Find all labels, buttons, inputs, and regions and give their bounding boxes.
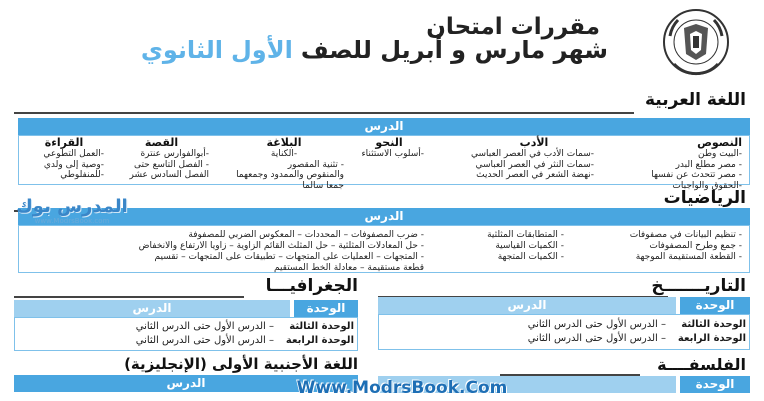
math-item: - المتطابقات المثلثية <box>487 230 564 240</box>
watermark-badge <box>12 196 132 232</box>
history-heading: التاريـــــــخ <box>651 276 746 296</box>
math-col-3 <box>24 230 424 274</box>
philosophy-heading: الفلسفــــة <box>657 355 746 374</box>
col-item: -وصية إلى ولدي <box>43 159 104 170</box>
col-item: جمعا سالما <box>302 180 344 191</box>
page-title-line1: مقررات امتحان <box>426 14 600 40</box>
col-title: الأدب <box>519 136 549 149</box>
footer-url-watermark: Www.ModrsBook.Com <box>296 378 508 398</box>
col-title: النحو <box>375 136 403 149</box>
col-item: - تثنية المقصور <box>287 159 344 170</box>
title-level-accent: الثانوي <box>140 36 223 64</box>
col-item: -للمنفلوطي <box>60 170 104 180</box>
col-item: -سمات الأدب في العصر العباسي <box>470 149 594 159</box>
geography-unit-bar <box>294 300 358 317</box>
col-item: - مصر تتحدث عن نفسها <box>651 170 742 180</box>
math-item: قطعة مستقيمة – معادلة الخط المستقيم <box>273 263 424 273</box>
col-title: النصوص <box>697 136 742 149</box>
col-item: الفصل السادس عشر <box>129 170 209 180</box>
arabic-bar-label: الدرس <box>364 119 404 133</box>
col-item: -أبوالفوارس عنترة <box>140 149 209 159</box>
col-title: البلاغة <box>266 136 302 149</box>
col-item: - الفصل التاسع حتى <box>133 159 209 170</box>
philosophy-unit-label: الوحدة <box>695 377 735 391</box>
col-item: -أسلوب الاستثناء <box>361 149 424 159</box>
history-row <box>382 318 746 346</box>
geography-lesson-label: الدرس <box>132 301 172 315</box>
col-item: -العمل التطوعي <box>43 149 104 159</box>
col-item: -الكناية <box>270 149 298 159</box>
english-heading: اللغة الأجنبية الأولى (الإنجليزية) <box>124 355 358 373</box>
col-item: -الحقوق والواجبات <box>672 180 742 191</box>
title-grade-accent: الأول <box>230 36 293 64</box>
math-item: - المتجهات – العمليات على المتجهات – تطبيقات على المتجهات – تقسيم <box>154 252 424 262</box>
math-item: - ضرب المصفوفات – المحددات – المعكوس الضربي للمصفوفة <box>188 230 424 240</box>
arabic-col-qiraa <box>24 136 104 181</box>
geography-heading-line <box>14 296 244 298</box>
math-col-2 <box>434 230 564 263</box>
math-item: - تنظيم البيانات في مصفوفات <box>629 230 742 240</box>
watermark-badge-sub: www.ModrsBook.com <box>34 217 110 225</box>
math-item: - جمع وطرح المصفوفات <box>649 241 742 251</box>
history-unit: الوحدة الرابعة <box>677 333 746 344</box>
arabic-col-balagha <box>224 136 344 191</box>
math-item: - الكميات المتجهة <box>497 252 564 262</box>
history-lesson-label: الدرس <box>507 298 547 312</box>
math-heading: الرياضيات <box>663 188 746 208</box>
math-bar-label: الدرس <box>364 209 404 223</box>
history-lesson-bar <box>378 297 676 314</box>
arabic-bar <box>18 118 750 135</box>
col-title: القصة <box>144 136 179 149</box>
philosophy-unit-bar <box>680 376 750 393</box>
geography-row <box>18 320 354 348</box>
history-lesson: – الدرس الأول حتى الدرس الثاني <box>527 333 666 344</box>
col-item: -نهضة الشعر في العصر الحديث <box>476 170 594 180</box>
col-item: والمنقوص والممدود وجمعهما <box>236 170 344 180</box>
history-unit-bar <box>680 297 750 314</box>
arabic-col-qissa <box>114 136 209 181</box>
col-item: -البيت وطن <box>698 149 742 159</box>
math-item: - القطعة المستقيمة الموجهة <box>635 252 742 262</box>
col-item: - مصر مطلع البدر <box>675 159 742 170</box>
geography-lesson: – الدرس الأول حتى الدرس الثاني <box>135 321 274 332</box>
col-item: -سمات النثر في العصر العباسي <box>475 159 594 170</box>
geography-lesson-bar <box>14 300 290 317</box>
arabic-heading-line <box>14 112 634 114</box>
title-text: شهر مارس و أبريل للصف <box>300 36 608 64</box>
arabic-col-nusus <box>612 136 742 191</box>
arabic-col-nahw <box>354 136 424 160</box>
math-item: - الكميات القياسية <box>495 241 564 251</box>
geography-heading: الجغرافيـــا <box>265 276 358 296</box>
history-unit: الوحدة الثالثة <box>681 319 746 330</box>
page-title-line2 <box>100 36 608 64</box>
arabic-heading: اللغة العربية <box>645 90 746 110</box>
col-title: القراءة <box>44 136 84 149</box>
history-lesson: – الدرس الأول حتى الدرس الثاني <box>527 319 666 330</box>
english-bar-label: الدرس <box>166 376 206 390</box>
math-item: - حل المعادلات المثلثية – حل المثلث القائم الزاوية – زاويا الارتفاع والانخفاض <box>138 241 424 251</box>
arabic-col-adab <box>444 136 594 181</box>
history-unit-label: الوحدة <box>695 298 735 312</box>
geography-unit: الوحدة الثالثة <box>289 321 354 332</box>
watermark-badge-text: المدرس بوك <box>16 196 128 217</box>
ministry-logo <box>614 6 742 86</box>
geography-lesson: – الدرس الأول حتى الدرس الثاني <box>135 335 274 346</box>
math-col-1 <box>582 230 742 263</box>
geography-unit-label: الوحدة <box>306 301 346 315</box>
geography-unit: الوحدة الرابعة <box>285 335 354 346</box>
